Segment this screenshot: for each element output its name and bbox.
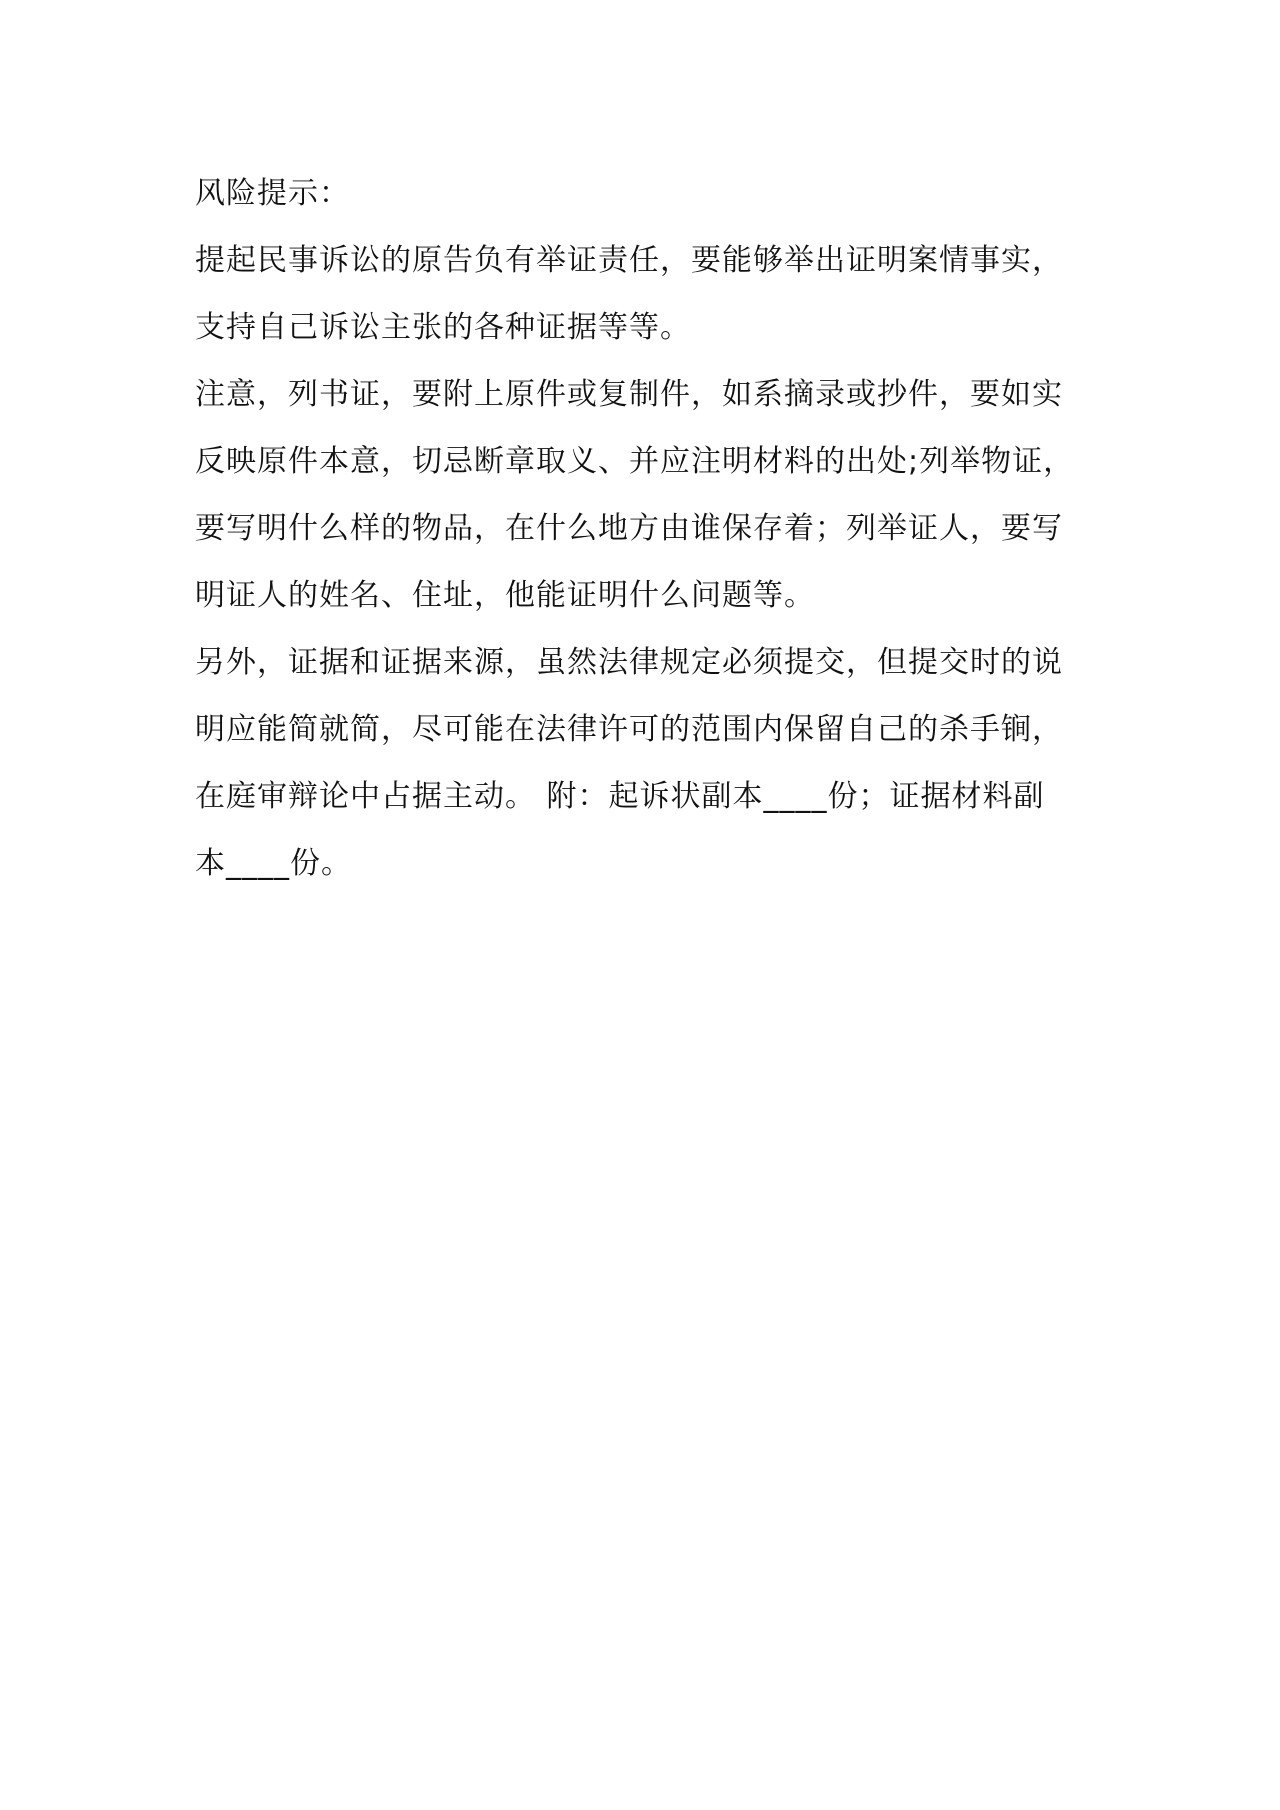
paragraph-line: 另外，证据和证据来源，虽然法律规定必须提交，但提交时的说 bbox=[195, 645, 1063, 680]
paragraph-line: 注意，列书证，要附上原件或复制件，如系摘录或抄件，要如实 bbox=[195, 377, 1063, 412]
document-body bbox=[195, 160, 1095, 897]
paragraph-line: 在庭审辩论中占据主动。 附：起诉状副本____份；证据材料副 bbox=[195, 779, 1045, 814]
paragraph-evidence-listing bbox=[195, 361, 1095, 629]
paragraph-line: 明证人的姓名、住址，他能证明什么问题等。 bbox=[195, 578, 815, 613]
heading-risk-notice: 风险提示： bbox=[195, 176, 350, 211]
paragraph-line: 提起民事诉讼的原告负有举证责任，要能够举出证明案情事实， bbox=[195, 243, 1063, 278]
paragraph-line: 要写明什么样的物品，在什么地方由谁保存着；列举证人，要写 bbox=[195, 511, 1063, 546]
paragraph-burden-of-proof bbox=[195, 227, 1095, 361]
paragraph-evidence-submission bbox=[195, 629, 1095, 897]
paragraph-line: 反映原件本意，切忌断章取义、并应注明材料的出处;列举物证， bbox=[195, 444, 1075, 479]
paragraph-line: 明应能简就简，尽可能在法律许可的范围内保留自己的杀手锏， bbox=[195, 712, 1063, 747]
paragraph-line: 支持自己诉讼主张的各种证据等等。 bbox=[195, 310, 691, 345]
paragraph-line: 本____份。 bbox=[195, 846, 352, 881]
